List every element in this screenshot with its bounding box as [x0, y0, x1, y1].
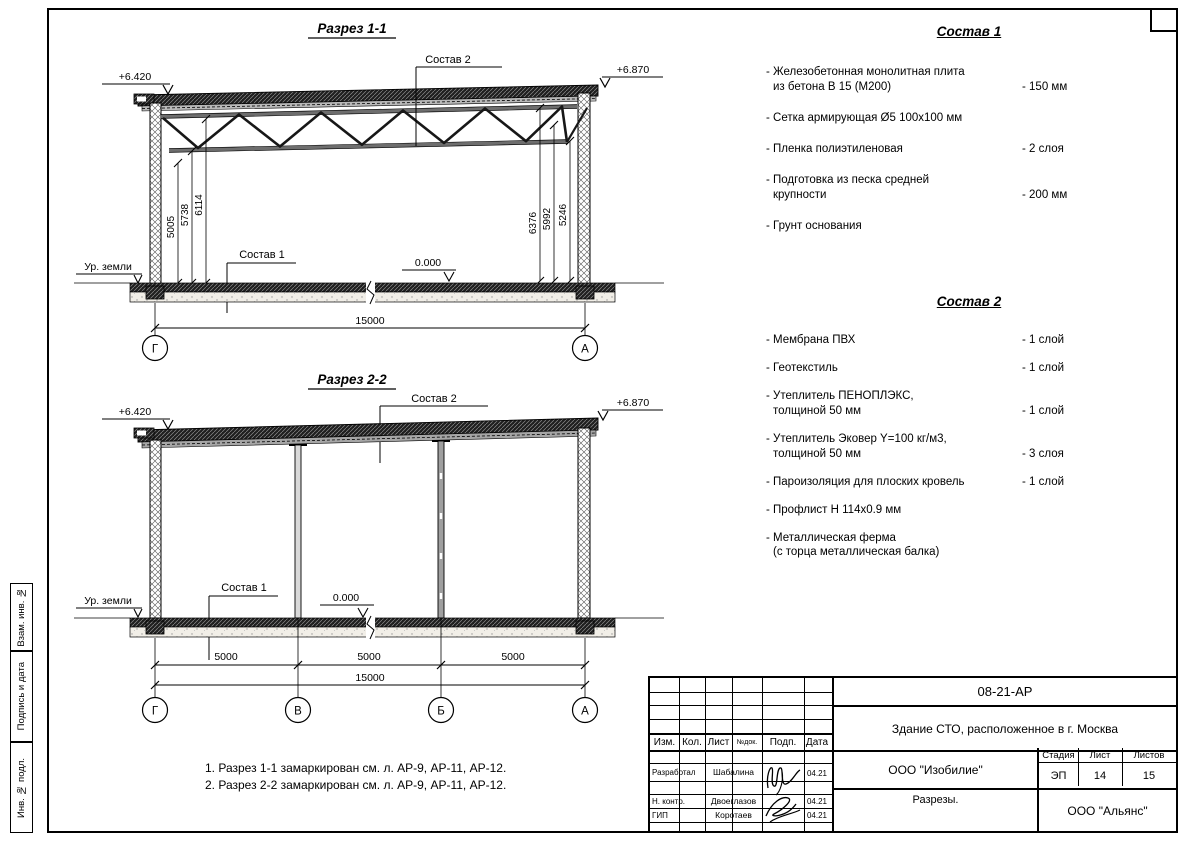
- dim-label: 5992: [542, 207, 553, 231]
- footing-right: [576, 286, 594, 299]
- axis-letter: Б: [437, 705, 445, 718]
- axis-letter: А: [581, 705, 589, 718]
- ground-label: Ур. земли: [84, 261, 132, 273]
- item-value: - 1 слой: [1022, 404, 1065, 417]
- elevation-value: +6.420: [118, 406, 152, 418]
- column-b: [432, 441, 450, 618]
- item-line: - Профлист Н 114х0.9 мм: [766, 503, 902, 516]
- list-item: [766, 333, 1176, 348]
- doc-number: 08-21-АР: [977, 684, 1033, 699]
- notes: [205, 760, 506, 794]
- elevation-right: [600, 64, 663, 87]
- item-line: толщиной 50 мм: [773, 404, 862, 417]
- stage-value: ЭП: [1050, 769, 1067, 782]
- org-name: ООО "Изобилие": [888, 763, 983, 777]
- list-item: [766, 361, 1176, 376]
- sheet-title: Разрезы.: [912, 794, 959, 806]
- col-header-kol: Кол.: [682, 736, 702, 748]
- row-date: 04.21: [806, 796, 828, 806]
- sostav2-ref-label: Состав 2: [425, 54, 471, 66]
- list-item: [766, 219, 1176, 234]
- floor-slab: [74, 616, 664, 639]
- overall-dimension: [151, 303, 589, 336]
- ground-level-callout: [76, 595, 142, 617]
- item-value: - 3 слоя: [1022, 447, 1064, 460]
- row-role: Разработал: [652, 767, 696, 777]
- col-header-ndok: №док.: [736, 738, 758, 746]
- sostav2-items: [766, 333, 1176, 560]
- elevation-value: +6.870: [616, 64, 650, 76]
- dim-label: 5000: [214, 651, 238, 663]
- item-value: - 1 слой: [1022, 361, 1065, 374]
- item-line: - Геотекстиль: [766, 361, 838, 374]
- zero-label: 0.000: [414, 257, 442, 269]
- list-label: Лист: [1089, 750, 1111, 761]
- row-date: 04.21: [806, 768, 828, 778]
- elevation-value: +6.420: [118, 71, 152, 83]
- stage-label: Стадия: [1042, 750, 1075, 761]
- zero-level-callout: [402, 257, 456, 281]
- sostav1-list: [766, 24, 1176, 234]
- sostav1-items: [766, 65, 1176, 234]
- dim-label: 6114: [194, 194, 205, 216]
- item-value: - 2 слоя: [1022, 142, 1064, 155]
- item-line: - Железобетонная монолитная плита: [766, 66, 965, 78]
- elevation-value: +6.870: [616, 397, 650, 409]
- col-header-izm: Изм.: [653, 736, 676, 748]
- zero-label: 0.000: [332, 592, 360, 604]
- list-item: [766, 475, 1176, 490]
- list-item: [766, 65, 1176, 95]
- ground-level-callout: [76, 261, 142, 283]
- axis-letter: В: [294, 705, 302, 718]
- list-item: [766, 389, 1176, 419]
- dim-label: 5246: [558, 203, 569, 227]
- dim-label: 5005: [166, 215, 177, 239]
- list-value: 14: [1093, 769, 1107, 782]
- row-date: 04.21: [806, 810, 828, 820]
- item-line: из бетона В 15 (М200): [773, 80, 892, 93]
- list-item: [766, 173, 1176, 203]
- row-name: Шабалина: [712, 767, 755, 777]
- roof-slab: [134, 418, 598, 448]
- margin-box-podpis: [10, 651, 33, 742]
- footing-right: [576, 621, 594, 634]
- row-role: ГИП: [652, 810, 668, 820]
- col-header-data: Дата: [805, 736, 829, 748]
- axis-bubbles: [143, 698, 598, 723]
- list-item: [766, 531, 1176, 561]
- sostav2-ref-label: Состав 2: [411, 393, 457, 405]
- item-value: - 1 слой: [1022, 334, 1065, 346]
- item-line: - Пленка полиэтиленовая: [766, 142, 903, 155]
- item-line: - Утеплитель Эковер Y=100 кг/м3,: [766, 432, 947, 445]
- margin-box-vzam: [10, 583, 33, 651]
- elevation-right: [598, 397, 663, 420]
- sostav1-ref-label: Состав 1: [221, 582, 267, 594]
- dim-label: 6376: [528, 211, 539, 235]
- item-line: - Подготовка из песка средней: [766, 173, 930, 186]
- margin-label: Инв. № подл.: [16, 757, 27, 818]
- wall-left: [150, 440, 161, 618]
- table-line: [650, 822, 832, 823]
- margin-label: Взам. инв. №: [16, 587, 27, 647]
- sostav1-ref-label: Состав 1: [239, 249, 285, 261]
- row-role: Н. контр.: [652, 796, 686, 806]
- item-value: - 1 слой: [1022, 475, 1065, 488]
- table-line: [650, 719, 832, 720]
- axis-letter: А: [581, 343, 589, 356]
- table-line: [650, 781, 832, 782]
- list-item: [766, 111, 1176, 126]
- table-line: [650, 750, 832, 752]
- sostav1-title: Состав 1: [936, 24, 1002, 39]
- axis-letter: Г: [151, 343, 159, 356]
- listov-value: 15: [1142, 769, 1156, 782]
- row-name: Коротаев: [715, 810, 752, 820]
- item-line: - Пароизоляция для плоских кровель: [766, 475, 965, 488]
- col-header-list: Лист: [707, 736, 730, 748]
- sostav2-list: [766, 294, 1176, 560]
- wall-left: [150, 103, 161, 285]
- col-header-podp: Подп.: [769, 736, 797, 748]
- section-1-1-drawing: [50, 15, 710, 371]
- item-line: - Грунт основания: [766, 219, 862, 232]
- dim-label: 15000: [355, 672, 385, 684]
- title-block: [648, 676, 1178, 833]
- row-name: Двоеглазов: [710, 796, 757, 806]
- axis-letter: Г: [151, 705, 159, 718]
- footing-left: [146, 286, 164, 299]
- floor-slab: [74, 281, 664, 304]
- company-name: ООО "Альянс": [1067, 803, 1148, 818]
- axis-bubbles: [143, 336, 598, 361]
- list-item: [766, 503, 1176, 518]
- wall-right: [578, 428, 590, 618]
- list-item: [766, 142, 1176, 157]
- elevation-left: [102, 71, 173, 94]
- item-line: - Сетка армирующая Ø5 100х100 мм: [766, 111, 963, 124]
- column-v: [289, 445, 307, 618]
- dim-label: 5738: [180, 203, 191, 227]
- section-title: Разрез 2-2: [317, 372, 387, 387]
- item-line: толщиной 50 мм: [773, 447, 862, 460]
- item-line: - Утеплитель ПЕНОПЛЭКС,: [766, 389, 914, 402]
- footing-left: [146, 621, 164, 634]
- list-item: [766, 432, 1176, 462]
- roof-truss: [161, 105, 587, 153]
- elevation-left: [102, 406, 173, 429]
- margin-label: Подпись и дата: [16, 662, 27, 731]
- section-2-2-drawing: [50, 368, 710, 740]
- dim-label: 5000: [501, 651, 525, 663]
- note-line: 1. Разрез 1-1 замаркирован см. л. АР-9, АР-11, АР-12.: [205, 761, 507, 775]
- item-line: - Мембрана ПВХ: [766, 334, 856, 346]
- table-line: [650, 692, 832, 693]
- item-value: - 150 мм: [1022, 80, 1068, 93]
- signature-razrabotal: [762, 762, 804, 796]
- margin-box-inv: [10, 742, 33, 833]
- listov-label: Листов: [1133, 750, 1165, 761]
- sostav1-callout: [227, 249, 296, 313]
- zero-level-callout: [320, 592, 374, 617]
- ground-label: Ур. земли: [84, 595, 132, 607]
- item-line: - Металлическая ферма: [766, 531, 896, 544]
- sostav2-title: Состав 2: [936, 294, 1002, 309]
- note-line: 2. Разрез 2-2 замаркирован см. л. АР-9, АР-11, АР-12.: [205, 777, 507, 792]
- section-title: Разрез 1-1: [317, 21, 387, 36]
- dim-label: 5000: [357, 651, 381, 663]
- item-line: (с торца металлическая балка): [773, 546, 940, 559]
- project-name: Здание СТО, расположенное в г. Москва: [891, 721, 1119, 736]
- dim-label: 15000: [355, 315, 385, 327]
- item-value: - 200 мм: [1022, 188, 1068, 201]
- signature-gip: [762, 792, 804, 824]
- table-line: [650, 705, 832, 706]
- item-line: крупности: [773, 188, 827, 201]
